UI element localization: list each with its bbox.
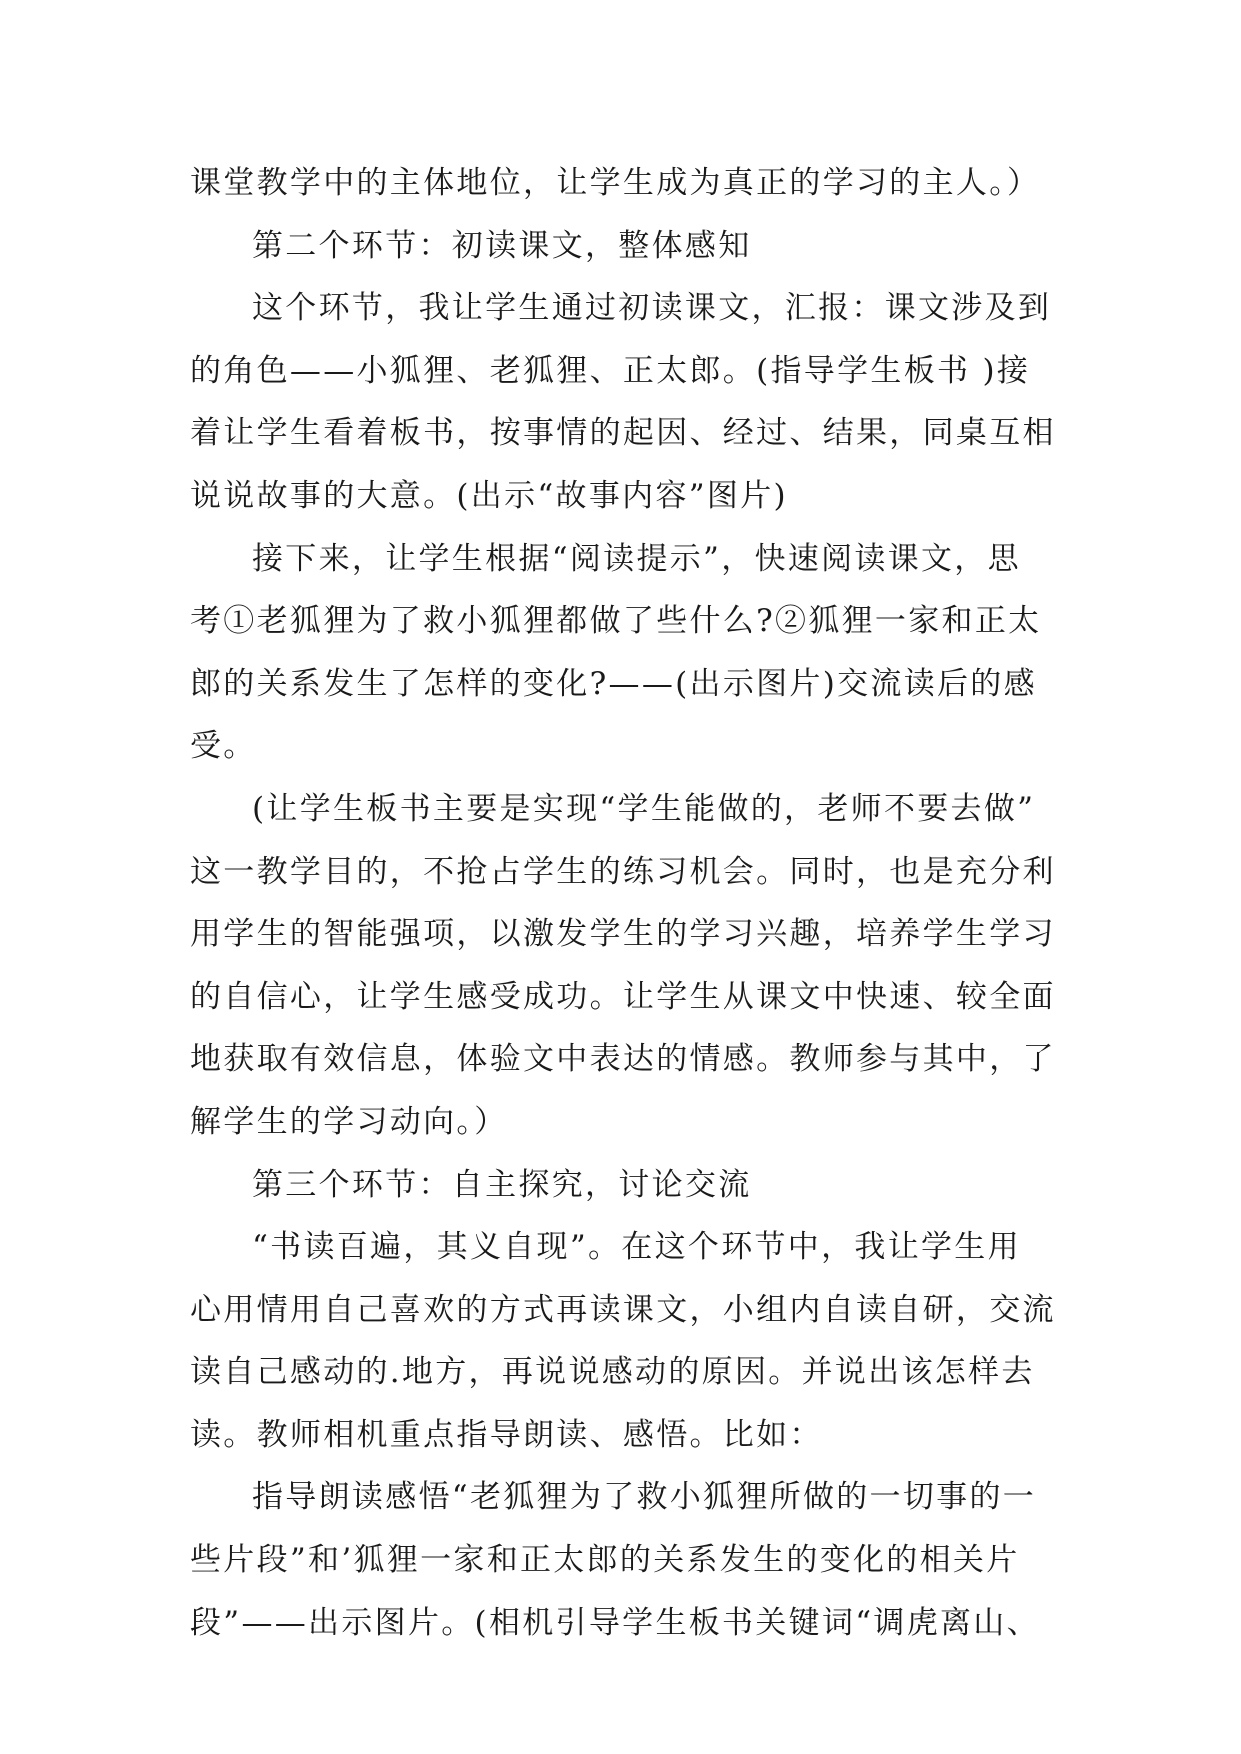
section-heading-3: 第三个环节：自主探究，讨论交流 <box>252 1166 752 1203</box>
text-line-7: 接下来，让学生根据“阅读提示”，快速阅读课文，思 <box>252 540 1021 577</box>
text-line-5: 着让学生看着板书，按事情的起因、经过、结果，同桌互相 <box>190 415 1056 452</box>
text-line-14: 的自信心，让学生感受成功。让学生从课文中快速、较全面 <box>190 978 1056 1015</box>
section-heading-2: 第二个环节：初读课文，整体感知 <box>252 227 752 264</box>
text-line-24: 段”——出示图片。(相机引导学生板书关键词“调虎离山、 <box>190 1604 1040 1641</box>
text-line-20: 读自己感动的.地方，再说说感动的原因。并说出该怎样去 <box>190 1354 1035 1391</box>
text-line-8: 考①老狐狸为了救小狐狸都做了些什么?②狐狸一家和正太 <box>190 603 1042 640</box>
text-line-19: 心用情用自己喜欢的方式再读课文，小组内自读自研，交流 <box>190 1291 1056 1328</box>
text-line-1: 课堂教学中的主体地位，让学生成为真正的学习的主人。） <box>190 165 1041 201</box>
text-line-22: 指导朗读感悟“老狐狸为了救小狐狸所做的一切事的一 <box>252 1479 1037 1516</box>
text-line-15: 地获取有效信息，体验文中表达的情感。教师参与其中，了 <box>190 1041 1056 1078</box>
text-line-21: 读。教师相机重点指导朗读、感悟。比如： <box>190 1416 823 1453</box>
text-line-6: 说说故事的大意。(出示“故事内容”图片) <box>190 477 788 514</box>
text-line-23: 些片段”和’狐狸一家和正太郎的关系发生的变化的相关片 <box>190 1542 1020 1579</box>
text-line-9: 郎的关系发生了怎样的变化?——(出示图片)交流读后的感 <box>190 665 1037 702</box>
document-body <box>190 152 1060 1654</box>
text-line-4: 的角色——小狐狸、老狐狸、正太郎。(指导学生板书 )接 <box>190 352 1031 389</box>
text-line-3: 这个环节，我让学生通过初读课文，汇报：课文涉及到 <box>252 290 1052 327</box>
text-line-11: (让学生板书主要是实现“学生能做的，老师不要去做” <box>252 790 1036 827</box>
text-line-18: “书读百遍，其义自现”。在这个环节中，我让学生用 <box>252 1229 1021 1266</box>
text-line-10: 受。 <box>190 728 257 765</box>
text-line-16: 解学生的学习动向。） <box>190 1103 508 1140</box>
text-line-12: 这一教学目的，不抢占学生的练习机会。同时，也是充分利 <box>190 853 1056 890</box>
text-line-13: 用学生的智能强项，以激发学生的学习兴趣，培养学生学习 <box>190 916 1056 953</box>
